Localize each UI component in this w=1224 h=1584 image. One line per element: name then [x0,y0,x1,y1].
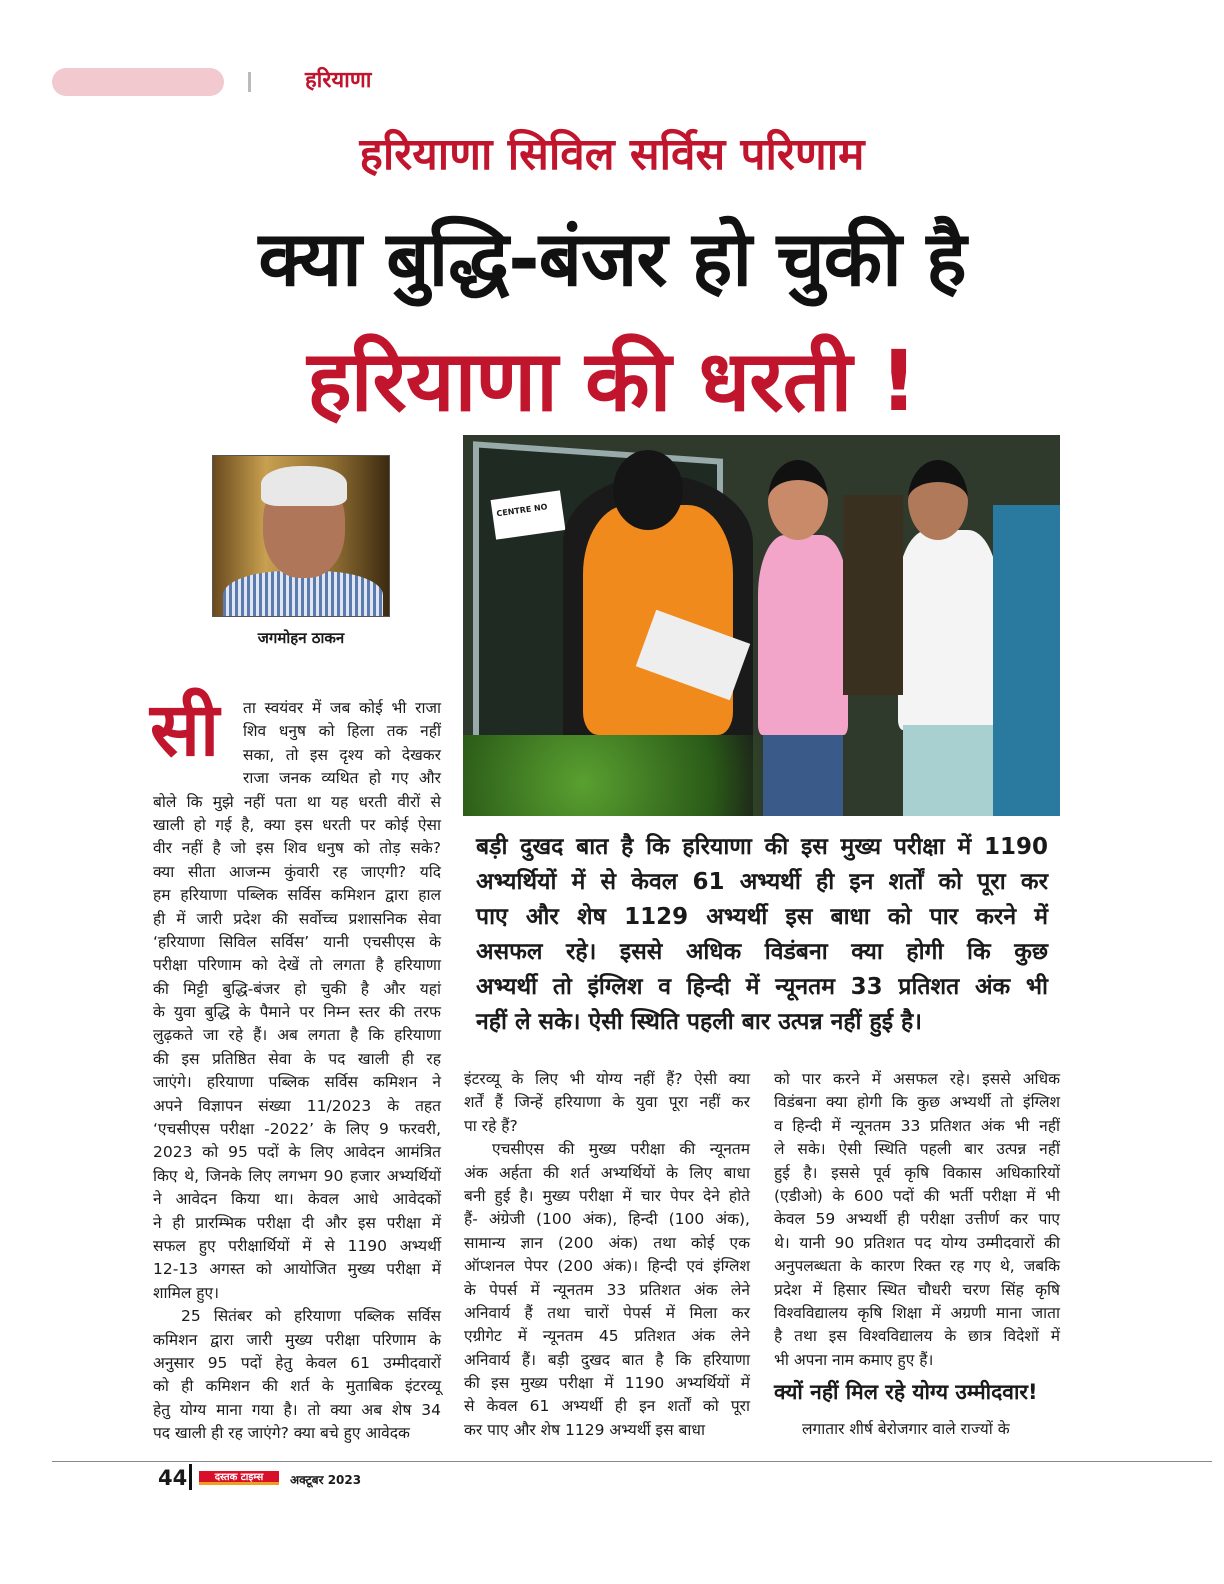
text-line: (एडीओ) के 600 पदों की भर्ती परीक्षा में भी [774,1186,1060,1205]
text-line: को पार करने में असफल रहे। इससे अधिक [774,1070,1060,1088]
text-line: नहीं ले सके। ऐसी स्थिति पहली बार उत्पन्न नहीं हुई है। [476,1009,922,1035]
text-line: ही में जारी प्रदेश की सर्वोच्च प्रशासनिक सेवा [153,909,441,928]
text-line: राजा जनक व्यथित हो गए और [243,769,441,788]
text-line: 25 सितंबर को हरियाणा पब्लिक सर्विस [181,1307,441,1326]
text-line: एचसीएस की मुख्य परीक्षा की न्यूनतम [492,1140,750,1159]
text-line: व हिन्दी में न्यूनतम 33 प्रतिशत अंक भी नहीं [774,1116,1060,1135]
text-line: अनुपलब्धता के कारण रिक्त रह गए थे, जबकि [774,1257,1060,1276]
text-line: अंक अर्हता की शर्त अभ्यर्थियों के लिए बाधा [464,1163,750,1182]
article-column-2 [464,1068,750,1442]
text-line: इंटरव्यू के लिए भी योग्य नहीं हैं? ऐसी क्या [464,1070,750,1088]
text-line: विश्वविद्यालय कृषि शिक्षा में अग्रणी माना जाता [774,1303,1060,1322]
text-line: कर पाए और शेष 1129 अभ्यर्थी इस बाधा [464,1420,705,1439]
section-pill [52,68,224,96]
text-line: भी अपना नाम कमाए हुए हैं। [774,1350,934,1369]
text-line: सामान्य ज्ञान (200 अंक) तथा कोई एक [464,1233,750,1252]
text-line: अनुसार 95 पदों हेतु केवल 61 उम्मीदवारों [153,1353,441,1372]
text-line: किए थे, जिनके लिए लगभग 90 हजार अभ्यर्थियों [153,1166,441,1185]
text-line: को ही कमिशन की शर्त के मुताबिक इंटरव्यू [153,1377,441,1396]
text-line: बड़ी दुखद बात है कि हरियाणा की इस मुख्य परीक्षा में 1190 [476,834,1048,860]
text-line: हेतु योग्य माना गया है। तो क्या अब शेष 34 [153,1400,441,1419]
headline-line-2: हरियाणा की धरती ! [307,332,917,430]
text-line: अनिवार्य हैं। बड़ी दुखद बात है कि हरियाणा [464,1350,750,1369]
text-line: सका, तो इस दृश्य को देखकर [243,745,441,764]
text-line: शिव धनुष को हिला तक नहीं [243,722,441,741]
text-line: बनी हुई है। मुख्य परीक्षा में चार पेपर देने होते [464,1186,750,1205]
text-line: शर्तें हैं जिन्हें हरियाणा के युवा पूरा नहीं कर [464,1093,750,1112]
text-line: खाली हो गई है, क्या इस धरती पर कोई ऐसा [153,815,441,834]
subheading: क्यों नहीं मिल रहे योग्य उम्मीदवार! [774,1380,1038,1404]
text-line: जाएंगे। हरियाणा पब्लिक सर्विस कमिशन ने [153,1073,441,1092]
text-line: के पेपर्स में न्यूनतम 33 प्रतिशत अंक लेने [464,1280,750,1299]
drop-cap: सी [150,687,220,773]
article-column-3-continued [774,1418,1060,1441]
text-line: हम हरियाणा पब्लिक सर्विस कमिशन द्वारा हाल [153,886,441,905]
text-line: हुई है। इससे पूर्व कृषि विकास अधिकारियों [774,1163,1060,1182]
text-line: ले सके। ऐसी स्थिति पहली बार उत्पन्न नहीं [774,1140,1060,1159]
headline-line-1: क्या बुद्धि-बंजर हो चुकी है [258,214,966,303]
text-line: पद खाली ही रह जाएंगे? क्या बचे हुए आवेदक [153,1424,410,1443]
text-line: लगातार शीर्ष बेरोजगार वाले राज्यों के [802,1420,1010,1438]
footer-divider [189,1464,192,1490]
article-column-3 [774,1068,1060,1372]
text-line: ‘हरियाणा सिविल सर्विस’ यानी एचसीएस के [153,932,441,951]
text-line: 12-13 अगस्त को आयोजित मुख्य परीक्षा में [153,1260,441,1279]
magazine-logo: दस्तक टाइम्स [199,1471,279,1485]
text-line: कमिशन द्वारा जारी मुख्य परीक्षा परिणाम के [153,1330,441,1349]
text-line: पाए और शेष 1129 अभ्यर्थी इस बाधा को पार करने में [476,904,1048,930]
text-line: सफल हुए परीक्षार्थियों में से 1190 अभ्यर्थी [153,1236,441,1255]
text-line: केवल 59 अभ्यर्थी ही परीक्षा उत्तीर्ण कर पाए [774,1210,1060,1229]
text-line: प्रदेश में हिसार स्थित चौधरी चरण सिंह कृषि [774,1280,1060,1299]
text-line: की मिट्टी बुद्धि-बंजर हो चुकी है और यहां [153,979,441,998]
text-line: की इस प्रतिष्ठित सेवा के पद खाली ही रह [153,1049,441,1068]
text-line: क्या सीता आजन्म कुंवारी रह जाएगी? यदि [153,862,441,881]
text-line: की इस मुख्य परीक्षा में 1190 अभ्यर्थियों में [464,1374,750,1393]
article-photo [463,435,1060,816]
issue-date: अक्टूबर 2023 [290,1473,362,1487]
text-line: 2023 को 95 पदों के लिए आवेदन आमंत्रित [153,1143,441,1162]
footer-rule [52,1461,1212,1462]
article-column-1 [153,697,441,1446]
text-line: हैं- अंग्रेजी (100 अंक), हिन्दी (100 अंक), [464,1210,750,1229]
text-line: शामिल हुए। [153,1283,219,1302]
text-line: असफल रहे। इससे अधिक विडंबना क्या होगी कि कुछ [476,939,1048,965]
text-line: ता स्वयंवर में जब कोई भी राजा [243,699,441,717]
text-line: पा रहे हैं? [464,1116,518,1135]
text-line: है तथा इस विश्वविद्यालय के छात्र विदेशों में [774,1327,1060,1346]
section-label: हरियाणा [305,68,372,93]
text-line: अभ्यर्थी तो इंग्लिश व हिन्दी में न्यूनतम 33 प्रतिशत अंक भी [476,974,1048,1000]
text-line: अभ्यर्थियों में से केवल 61 अभ्यर्थी ही इन शर्तों को पूरा कर [476,869,1048,895]
text-line: परीक्षा परिणाम को देखें तो लगता है हरियाणा [153,956,441,975]
text-line: अपने विज्ञापन संख्या 11/2023 के तहत [153,1096,441,1115]
text-line: बोले कि मुझे नहीं पता था यह धरती वीरों से [153,792,441,811]
text-line: के युवा बुद्धि के पैमाने पर निम्न स्तर की तरफ [153,1003,441,1022]
centre-sign: CENTRE NO [491,490,566,539]
text-line: ‘एचसीएस परीक्षा -2022’ के लिए 9 फरवरी, [153,1120,441,1139]
text-line: लुढ़कते जा रहे हैं। अब लगता है कि हरियाणा [153,1026,441,1045]
text-line: एग्रीगेट में न्यूनतम 45 प्रतिशत अंक लेने [464,1327,750,1346]
text-line: ऑप्शनल पेपर (200 अंक)। हिन्दी एवं इंग्लिश [464,1257,750,1276]
text-line: ने ही प्रारम्भिक परीक्षा दी और इस परीक्षा में [153,1213,441,1232]
pull-quote [476,830,1048,1040]
text-line: विडंबना क्या होगी कि कुछ अभ्यर्थी तो इंग्लिश [774,1093,1060,1112]
author-name: जगमोहन ठाकन [257,629,345,647]
page-number: 44 [158,1466,188,1490]
kicker-headline: हरियाणा सिविल सर्विस परिणाम [359,129,865,180]
text-line: थे। यानी 90 प्रतिशत पद योग्य उम्मीदवारों की [774,1233,1060,1252]
text-line: ने आवेदन किया था। केवल आधे आवेदकों [153,1190,441,1209]
text-line: वीर नहीं है जो इस शिव धनुष को तोड़ सके? [153,839,441,858]
divider [248,72,251,92]
text-line: से केवल 61 अभ्यर्थी ही इन शर्तों को पूरा [464,1397,750,1416]
text-line: अनिवार्य हैं तथा चारों पेपर्स में मिला कर [464,1303,750,1322]
author-photo [212,455,390,617]
